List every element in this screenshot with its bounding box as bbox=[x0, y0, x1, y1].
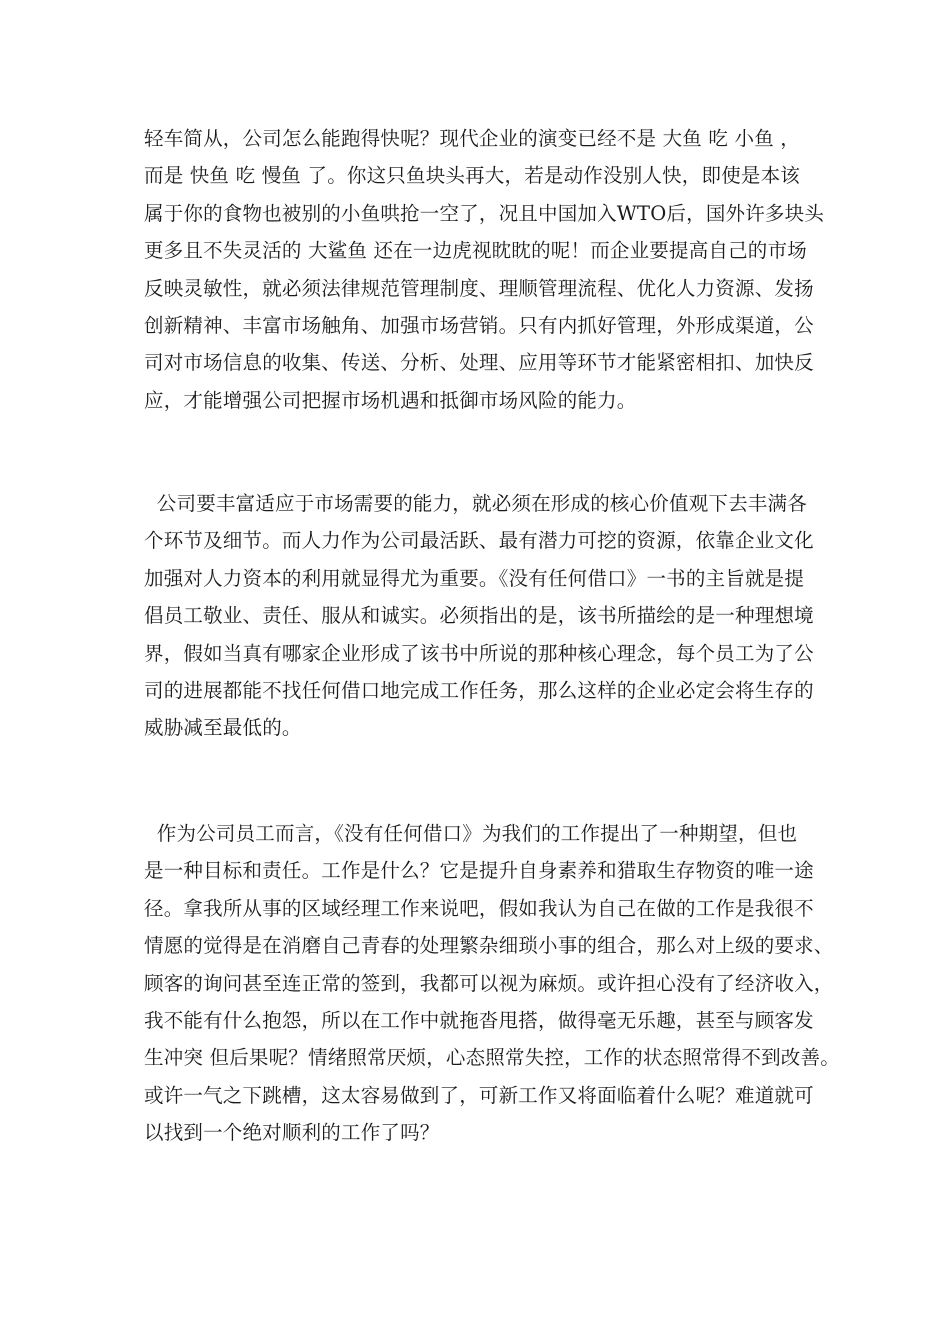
paragraph-line: 反映灵敏性，就必须法律规范管理制度、理顺管理流程、优化人力资源、发扬 bbox=[144, 276, 814, 300]
paragraph-line: 司对市场信息的收集、传送、分析、处理、应用等环节才能紧密相扣、加快反 bbox=[144, 351, 814, 375]
paragraph-line: 创新精神、丰富市场触角、加强市场营销。只有内抓好管理，外形成渠道，公 bbox=[144, 313, 814, 337]
paragraph-line: 以找到一个绝对顺利的工作了吗？ bbox=[144, 1121, 440, 1145]
paragraph-line: 顾客的询问甚至连正常的签到，我都可以视为麻烦。或许担心没有了经济收入， bbox=[144, 971, 834, 995]
paragraph-line: 个环节及细节。而人力作为公司最活跃、最有潜力可挖的资源，依靠企业文化 bbox=[144, 529, 814, 553]
paragraph-3 bbox=[144, 815, 840, 1152]
paragraph-line: 公司要丰富适应于市场需要的能力，就必须在形成的核心价值观下去丰满各 bbox=[144, 492, 807, 515]
paragraph-line: 我不能有什么抱怨，所以在工作中就拖沓甩搭，做得毫无乐趣，甚至与顾客发 bbox=[144, 1008, 814, 1032]
paragraph-line: 径。拿我所从事的区域经理工作来说吧，假如我认为自己在做的工作是我很不 bbox=[144, 896, 814, 920]
paragraph-line: 或许一气之下跳槽，这太容易做到了，可新工作又将面临着什么呢？难道就可 bbox=[144, 1083, 814, 1107]
paragraph-line: 界，假如当真有哪家企业形成了该书中所说的那种核心理念，每个员工为了公 bbox=[144, 641, 814, 665]
paragraph-line: 司的进展都能不找任何借口地完成工作任务，那么这样的企业必定会将生存的 bbox=[144, 678, 814, 702]
paragraph-line: 轻车简从，公司怎么能跑得快呢？现代企业的演变已经不是 大鱼 吃 小鱼 ， bbox=[144, 127, 800, 150]
paragraph-line: 生冲突 但后果呢？情绪照常厌烦，心态照常失控，工作的状态照常得不到改善。 bbox=[144, 1046, 840, 1070]
paragraph-line: 情愿的觉得是在消磨自己青春的处理繁杂细琐小事的组合，那么对上级的要求、 bbox=[144, 934, 834, 958]
paragraph-line: 作为公司员工而言，《没有任何借口》为我们的工作提出了一种期望，但也 bbox=[144, 822, 798, 845]
paragraph-line: 威胁减至最低的。 bbox=[144, 716, 302, 740]
paragraph-2 bbox=[144, 485, 834, 747]
paragraph-line: 倡员工敬业、责任、服从和诚实。必须指出的是，该书所描绘的是一种理想境 bbox=[144, 604, 814, 628]
paragraph-line: 应，才能增强公司把握市场机遇和抵御市场风险的能力。 bbox=[144, 388, 637, 412]
paragraph-line: 属于你的食物也被别的小鱼哄抢一空了，况且中国加入WTO后，国外许多块头 bbox=[144, 201, 825, 225]
paragraph-1 bbox=[144, 120, 834, 419]
paragraph-line: 加强对人力资本的利用就显得尤为重要。《没有任何借口》一书的主旨就是提 bbox=[144, 566, 805, 590]
paragraph-line: 更多且不失灵活的 大鲨鱼 还在一边虎视眈眈的呢！而企业要提高自己的市场 bbox=[144, 239, 807, 263]
paragraph-line: 而是 快鱼 吃 慢鱼 了。你这只鱼块头再大，若是动作没别人快，即使是本该 bbox=[144, 164, 800, 188]
paragraph-line: 是一种目标和责任。工作是什么？它是提升自身素养和猎取生存物资的唯一途 bbox=[144, 859, 814, 883]
